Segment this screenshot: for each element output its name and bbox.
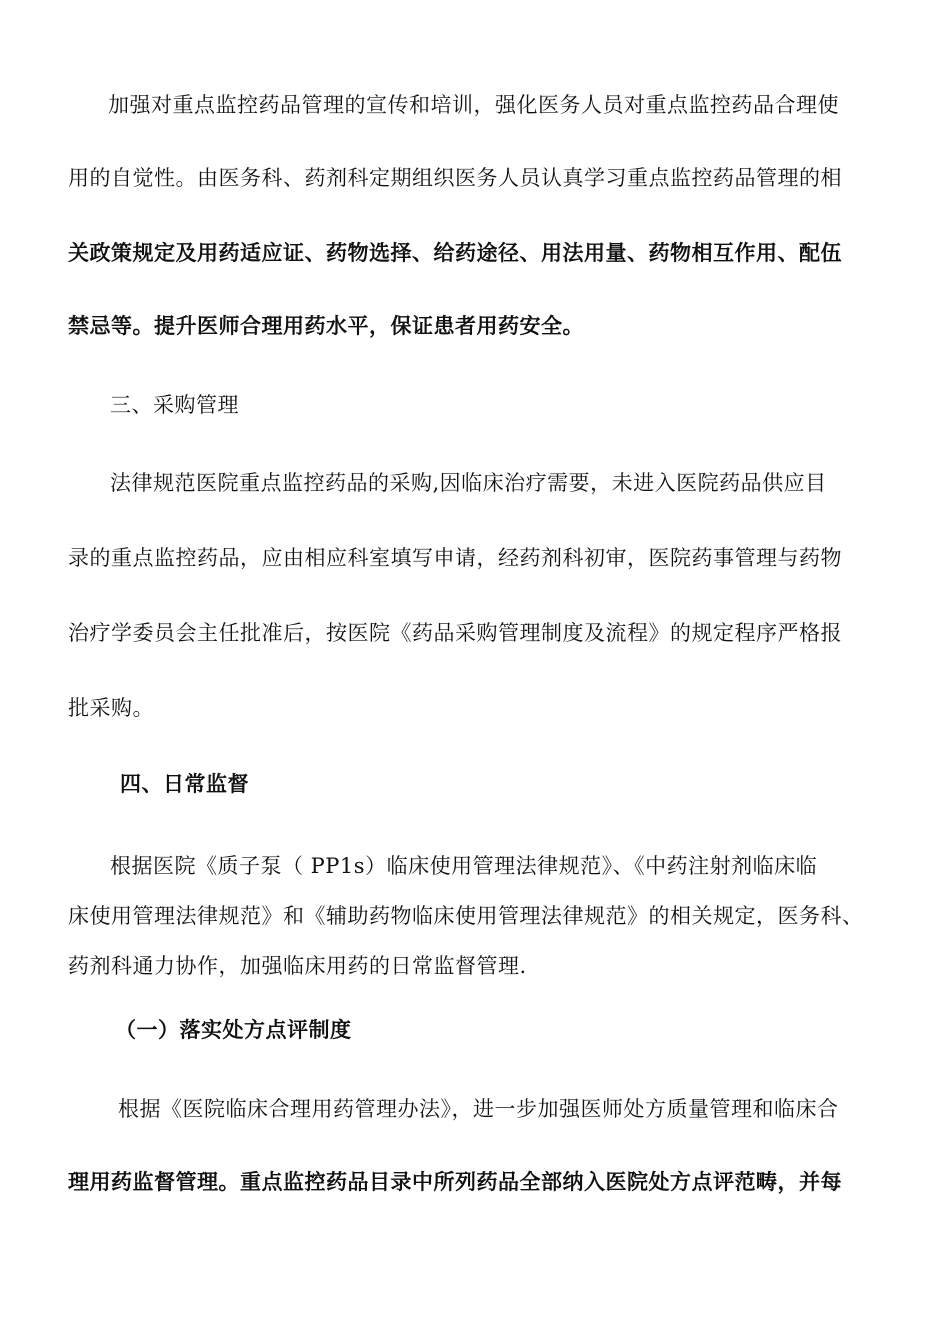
paragraph-procurement-line-1: 法律规范医院重点监控药品的采购,因临床治疗需要，未进入医院药品供应目 [110,471,827,495]
paragraph-training-line-2: 用的自觉性。由医务科、药剂科定期组织医务人员认真学习重点监控药品管理的相 [68,166,842,190]
paragraph-procurement-line-4: 批采购。 [68,696,154,720]
paragraph-training-line-4: 禁忌等。提升医师合理用药水平，保证患者用药安全。 [68,313,584,338]
section-heading-daily-supervision: 四、日常监督 [120,771,249,796]
section-heading-procurement: 三、采购管理 [110,393,239,417]
paragraph-supervision-line-1: 根据医院《质子泵（ PP1s）临床使用管理法律规范》、《中药注射剂临床临 [110,854,818,878]
subsection-heading-prescription-review: （一）落实处方点评制度 [115,1017,352,1042]
paragraph-prescription-line-2: 理用药监督管理。重点监控药品目录中所列药品全部纳入医院处方点评范畴，并每 [68,1169,842,1194]
paragraph-supervision-line-2: 床使用管理法律规范》和《辅助药物临床使用管理法律规范》的相关规定，医务科、 [68,904,864,928]
paragraph-training-line-1: 加强对重点监控药品管理的宣传和培训，强化医务人员对重点监控药品合理使 [108,93,839,117]
paragraph-procurement-line-3: 治疗学委员会主任批准后，按医院《药品采购管理制度及流程》的规定程序严格报 [68,621,842,645]
paragraph-supervision-line-3: 药剂科通力协作，加强临床用药的日常监督管理. [68,954,527,978]
paragraph-procurement-line-2: 录的重点监控药品，应由相应科室填写申请，经药剂科初审，医院药事管理与药物 [68,546,842,570]
paragraph-prescription-line-1: 根据《医院临床合理用药管理办法》，进一步加强医师处方质量管理和临床合 [118,1097,839,1121]
paragraph-training-line-3: 关政策规定及用药适应证、药物选择、给药途径、用法用量、药物相互作用、配伍 [68,240,842,265]
